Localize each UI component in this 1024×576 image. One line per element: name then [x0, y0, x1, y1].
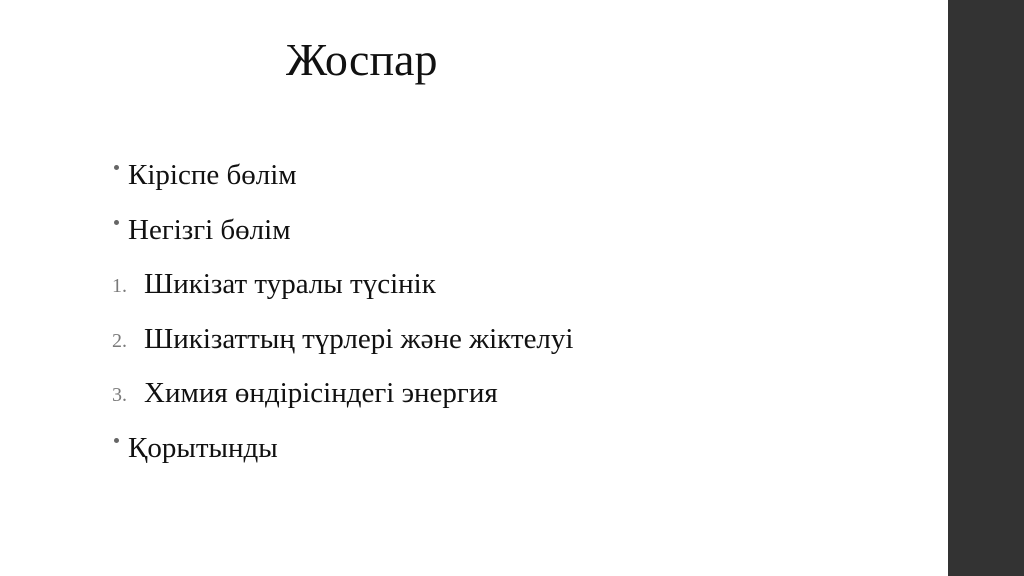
list-item-text: Химия өндірісіндегі энергия — [144, 377, 498, 409]
list-item-chemical-energy — [112, 371, 912, 426]
list-number: 1. — [112, 275, 127, 297]
slide-title: Жоспар — [286, 34, 438, 85]
list-item-raw-material-types — [112, 317, 912, 372]
list-item-text: Шикізат туралы түсінік — [144, 268, 436, 300]
right-side-bar — [948, 0, 1024, 576]
list-item-raw-material-concept — [112, 262, 912, 317]
list-number: 2. — [112, 329, 127, 352]
bullet-icon — [114, 165, 119, 170]
list-item-conclusion — [112, 426, 912, 481]
list-item-text: Қорытынды — [128, 431, 278, 464]
list-item-text: Негізгі бөлім — [128, 213, 291, 246]
bullet-icon — [114, 220, 119, 225]
list-item-text: Шикізаттың түрлері және жіктелуі — [144, 322, 574, 355]
list-number: 3. — [112, 384, 127, 406]
list-item-text: Кіріспе бөлім — [128, 159, 297, 191]
list-item-introduction — [112, 153, 912, 208]
bullet-icon — [114, 438, 119, 443]
list-item-main-part — [112, 208, 912, 263]
slide-content-list — [112, 153, 912, 480]
